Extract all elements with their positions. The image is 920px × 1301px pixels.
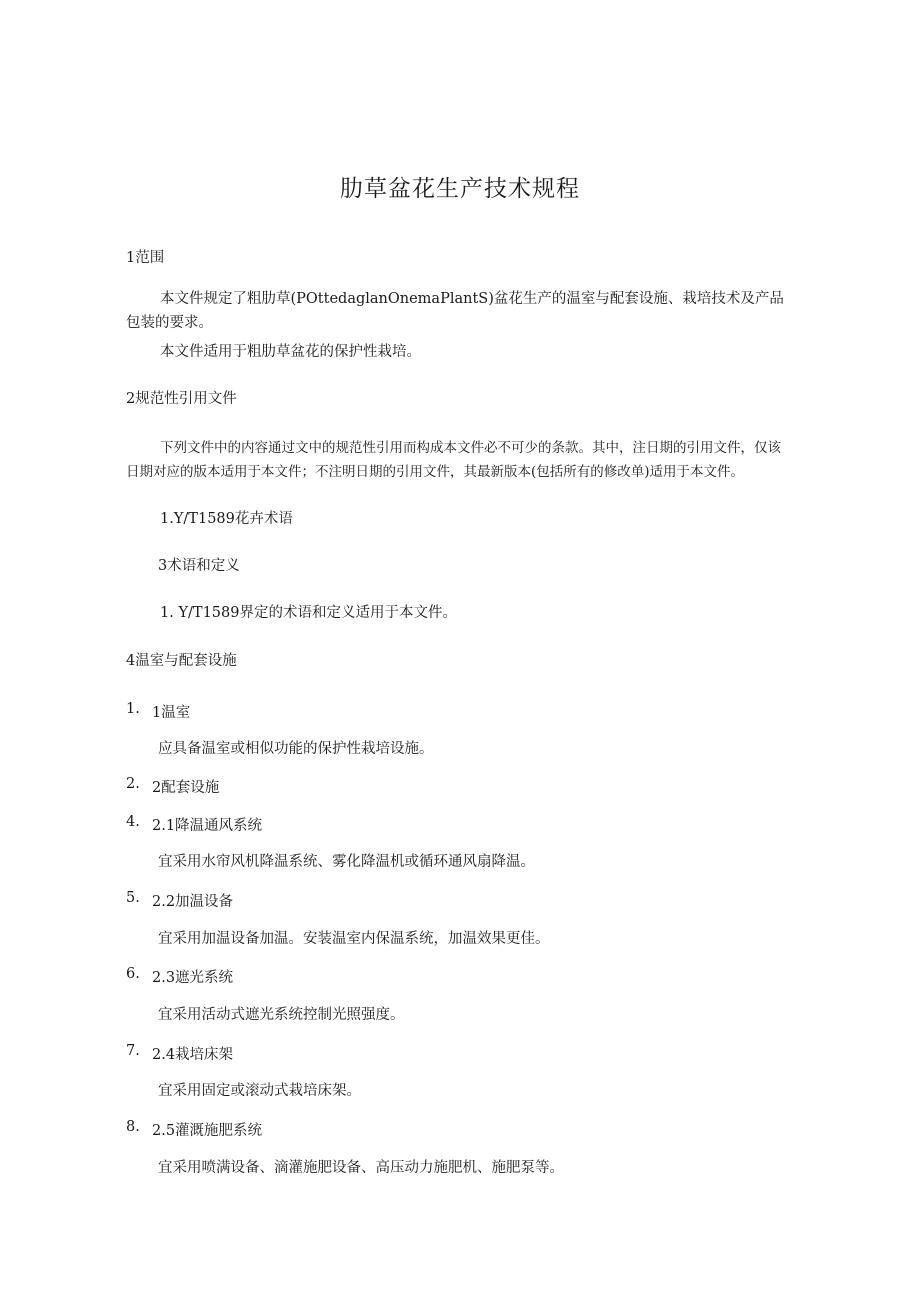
section-2-reference: 1.Y/T1589花卉术语 — [160, 511, 293, 527]
list-item-text: 宜采用活动式遮光系统控制光照强度。 — [158, 1007, 405, 1023]
list-item-text: 宜采用喷满设备、滴灌施肥设备、高压动力施肥机、施肥泵等。 — [158, 1160, 564, 1176]
list-item-text: 宜采用固定或滚动式栽培床架。 — [158, 1083, 361, 1099]
list-item-label: 2.5灌溉施肥系统 — [152, 1123, 263, 1139]
section-1-paragraph-1: 本文件规定了粗肋草(POttedaglanOnemaPlantS)盆花生产的温室与配套设施、栽培技术及产品包装的要求。 — [126, 291, 784, 331]
list-item-text: 应具备温室或相似功能的保护性栽培设施。 — [158, 741, 434, 757]
section-3-paragraph: 1. Y/T1589界定的术语和定义适用于本文件。 — [160, 605, 457, 621]
list-item-number: 2. — [126, 776, 140, 792]
document-title: 肋草盆花生产技术规程 — [340, 176, 580, 202]
section-3-heading: 3术语和定义 — [158, 558, 240, 574]
list-item-number: 1. — [126, 701, 140, 717]
list-item-number: 5. — [126, 890, 140, 906]
section-2-paragraph-line-2: 日期对应的版本适用于本文件；不注明日期的引用文件，其最新版本(包括所有的修改单)适用于本文件。 — [126, 464, 745, 480]
section-2-heading: 2规范性引用文件 — [126, 391, 237, 407]
list-item-number: 8. — [126, 1119, 140, 1135]
list-item-number: 6. — [126, 966, 140, 982]
list-item-text: 宜采用加温设备加温。安装温室内保温系统，加温效果更佳。 — [158, 931, 550, 947]
section-2-paragraph-line-1: 下列文件中的内容通过文中的规范性引用而构成本文件必不可少的条款。其中，注日期的引用文件，仅该 — [160, 440, 781, 456]
section-1-heading: 1范围 — [126, 250, 165, 266]
list-item-label: 2.4栽培床架 — [152, 1047, 234, 1063]
list-item-label: 2.3遮光系统 — [152, 970, 234, 986]
list-item-label: 2.2加温设备 — [152, 894, 234, 910]
list-item-number: 4. — [126, 814, 140, 830]
list-item-text: 宜采用水帘风机降温系统、雾化降温机或循环通风扇降温。 — [158, 854, 535, 870]
list-item-label: 2配套设施 — [152, 780, 220, 796]
list-item-label: 2.1降温通风系统 — [152, 818, 263, 834]
list-item-number: 7. — [126, 1043, 140, 1059]
section-1-paragraph-2: 本文件适用于粗肋草盆花的保护性栽培。 — [160, 344, 421, 360]
section-4-heading: 4温室与配套设施 — [126, 653, 237, 669]
list-item-label: 1温室 — [152, 705, 191, 721]
